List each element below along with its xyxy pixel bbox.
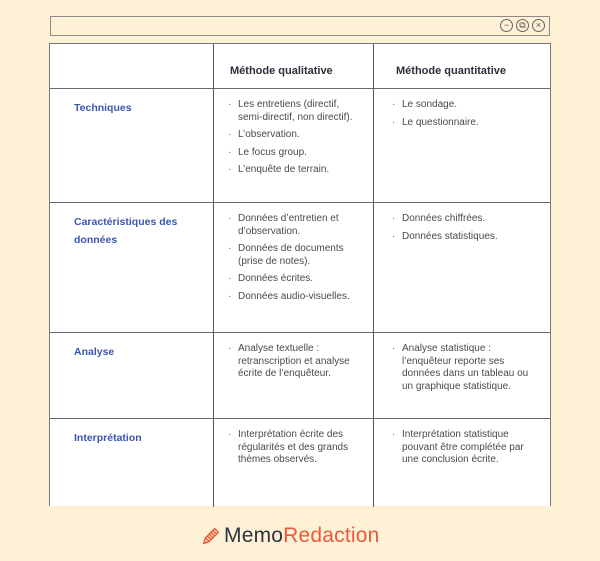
quantitative-cell (374, 333, 550, 418)
close-icon[interactable]: × (532, 19, 545, 32)
row-label: Caractéristiques des données (74, 216, 178, 246)
header-empty-cell (50, 44, 214, 88)
list-item: · Données de documents (prise de notes). (228, 243, 365, 268)
pencil-icon (200, 525, 222, 547)
list-item: · Données statistiques. (392, 231, 542, 244)
quantitative-cell (374, 203, 550, 332)
row-label: Techniques (74, 102, 132, 114)
list-item: · Données écrites. (228, 273, 365, 286)
list-item: · Interprétation écrite des régularités et des grands thèmes observés. (228, 429, 365, 467)
table-row (50, 419, 550, 507)
list-item: · Données d’entretien et d’observation. (228, 213, 365, 238)
minimize-icon[interactable]: − (500, 19, 513, 32)
bullet-list (374, 333, 550, 393)
list-item: · Données chiffrées. (392, 213, 542, 226)
qualitative-cell (214, 419, 374, 507)
list-item: · Interprétation statistique pouvant être complétée par une conclusion écrite. (392, 429, 542, 467)
list-item: · Données audio-visuelles. (228, 291, 365, 304)
qualitative-cell (214, 203, 374, 332)
bullet-list (374, 419, 550, 467)
row-label-cell (50, 203, 214, 332)
brand-logo (200, 524, 380, 548)
row-label: Analyse (74, 346, 115, 358)
qualitative-cell (214, 89, 374, 202)
quantitative-cell (374, 89, 550, 202)
bullet-list (374, 203, 550, 243)
list-item: · Le questionnaire. (392, 117, 542, 130)
row-label-cell (50, 333, 214, 418)
bullet-list (214, 203, 373, 303)
row-label-cell (50, 89, 214, 202)
bullet-list (214, 419, 373, 467)
qualitative-cell (214, 333, 374, 418)
bullet-list (374, 89, 550, 129)
restore-icon[interactable]: ⧉ (516, 19, 529, 32)
bullet-list (214, 333, 373, 381)
comparison-table (49, 43, 551, 506)
list-item: · Le sondage. (392, 99, 542, 112)
list-item: · Analyse textuelle : retranscription et analyse écrite de l’enquêteur. (228, 343, 365, 381)
table-header-row (50, 44, 550, 89)
row-label: Interprétation (74, 432, 142, 444)
list-item: · L’enquête de terrain. (228, 164, 365, 177)
quantitative-cell (374, 419, 550, 507)
table-row (50, 89, 550, 203)
table-row (50, 333, 550, 419)
window-controls (500, 19, 545, 32)
list-item: · Analyse statistique : l’enquêteur reporte ses données dans un tableau ou un graphique statistique. (392, 343, 542, 393)
brand-name-part2: Redaction (283, 524, 380, 547)
list-item: · L’observation. (228, 129, 365, 142)
list-item: · Le focus group. (228, 147, 365, 160)
brand-name-part1: Memo (224, 524, 284, 547)
row-label-cell (50, 419, 214, 507)
list-item: · Les entretiens (directif, semi-directif, non directif). (228, 99, 365, 124)
bullet-list (214, 89, 373, 177)
header-quantitative: Méthode quantitative (396, 65, 507, 77)
header-qualitative: Méthode qualitative (214, 44, 374, 88)
window-title-bar (50, 16, 550, 36)
table-row (50, 203, 550, 333)
